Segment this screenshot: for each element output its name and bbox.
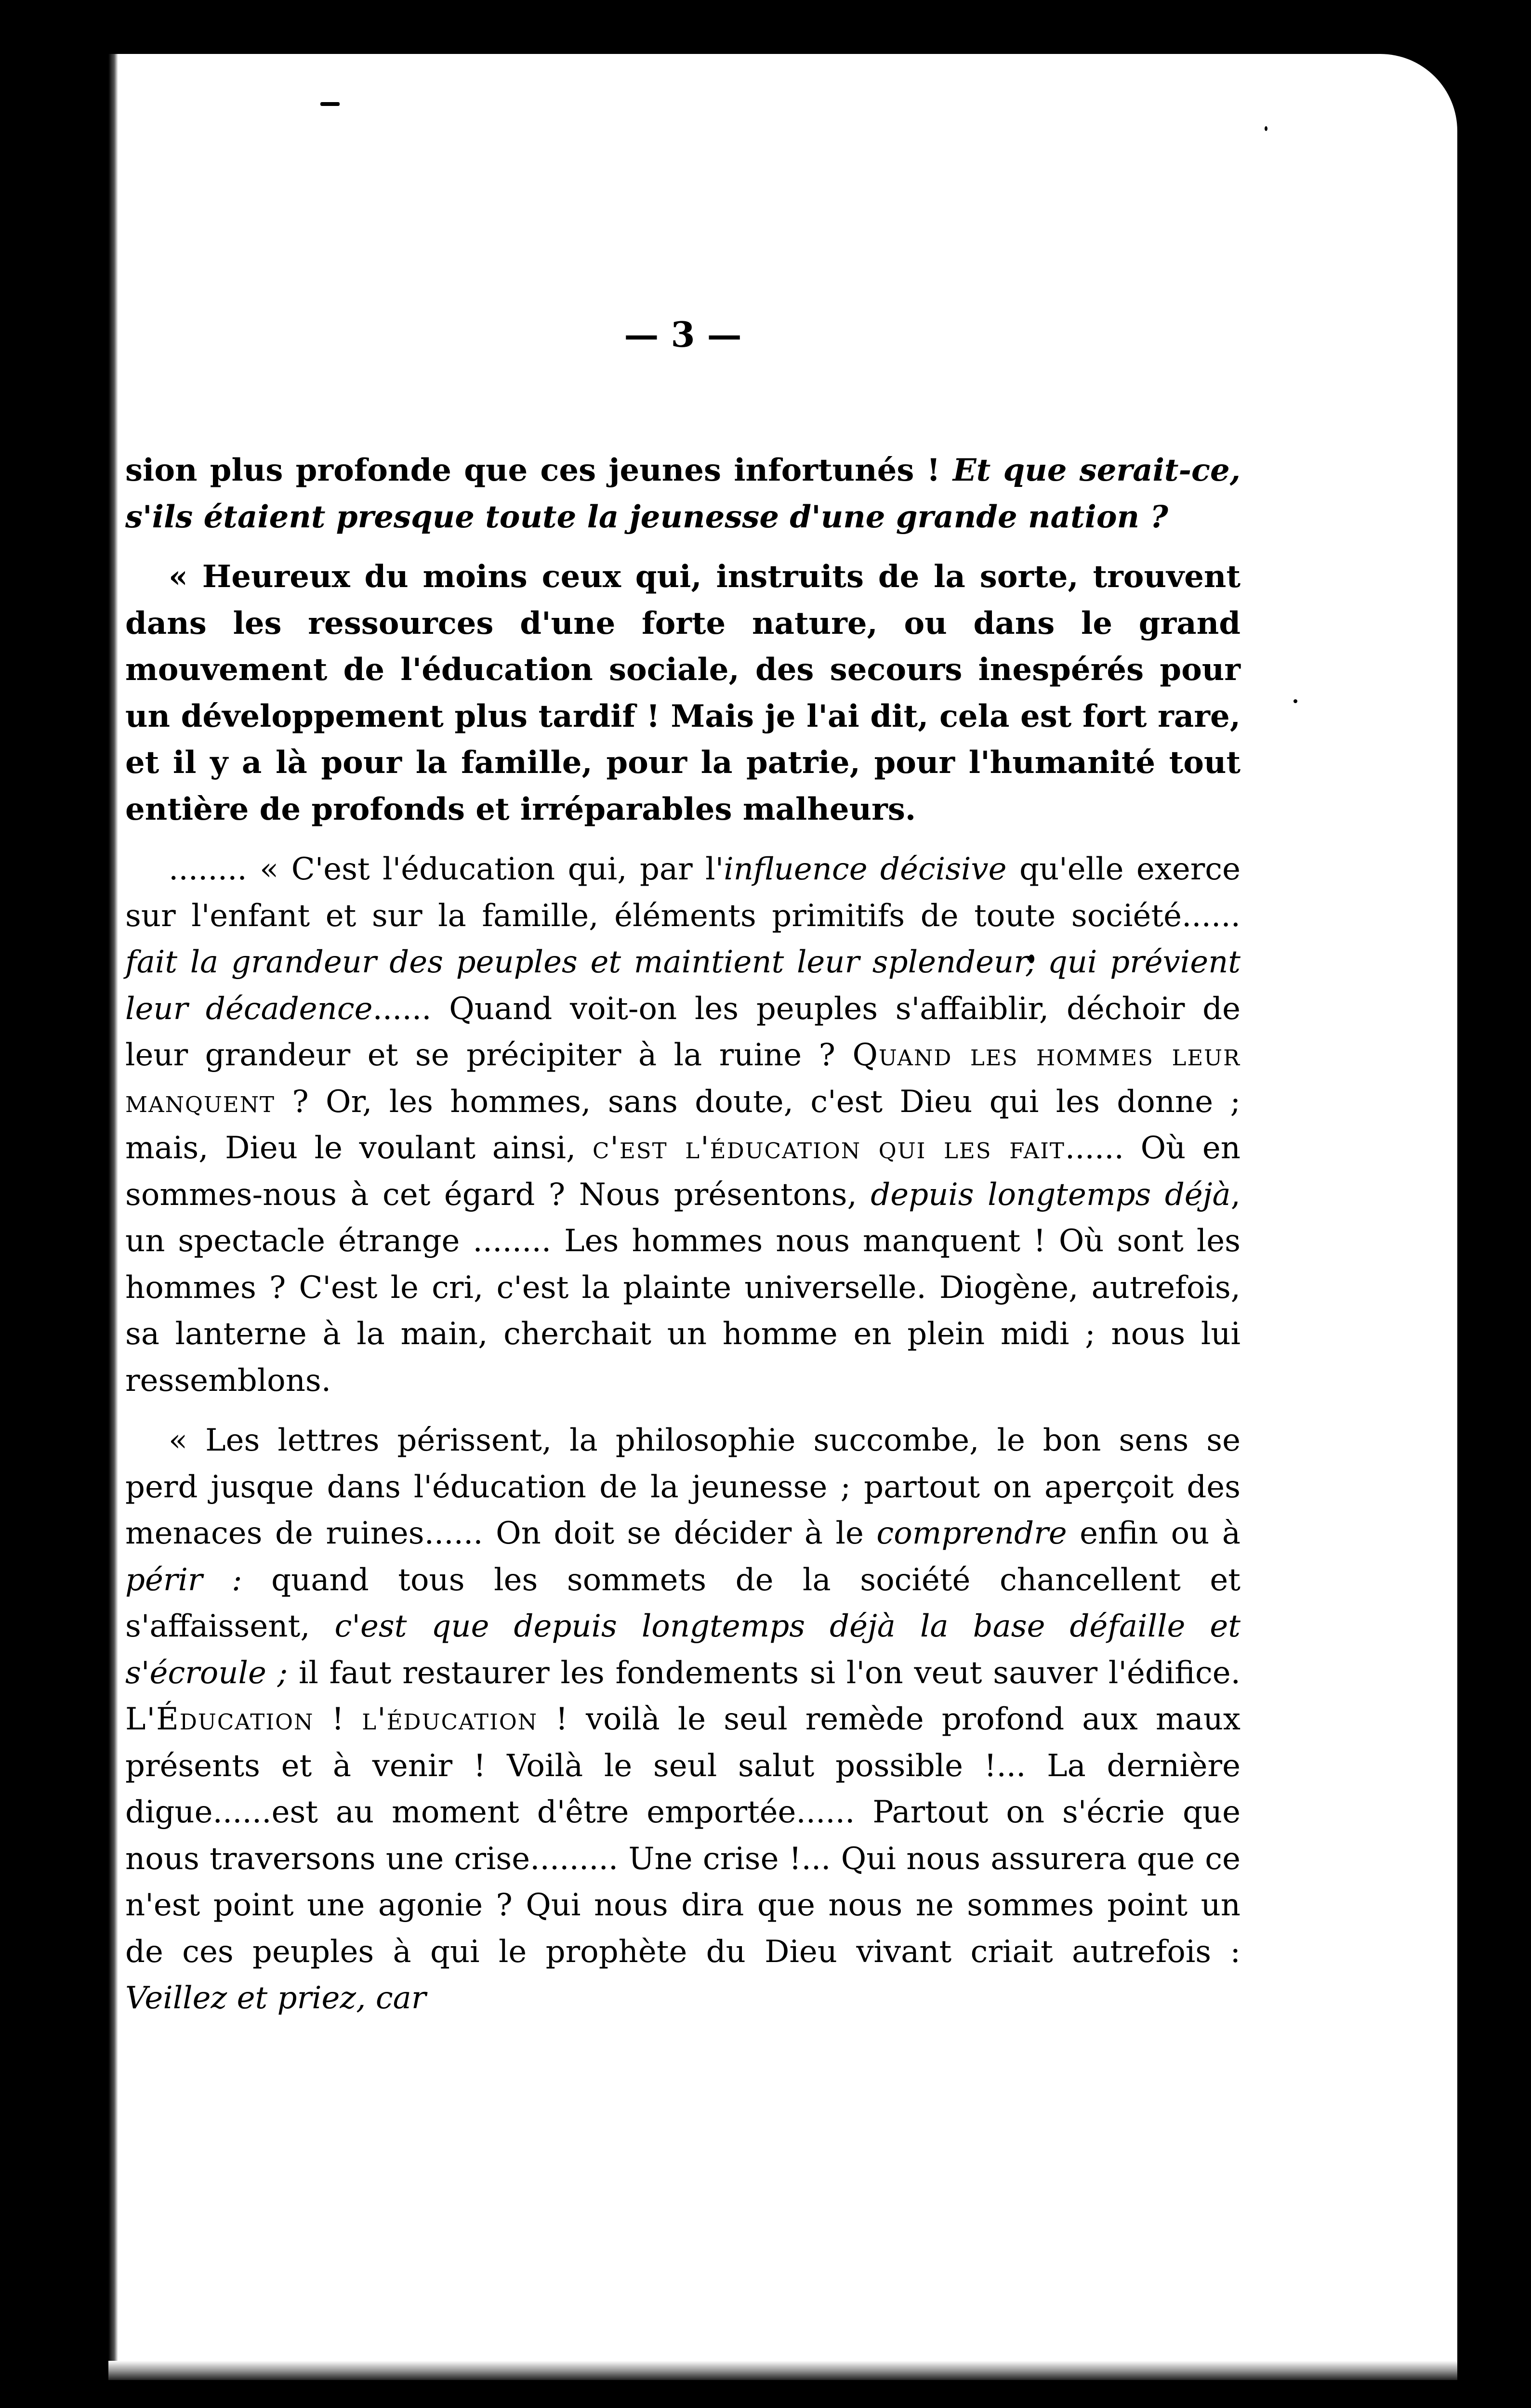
italic-text: Et que serait-ce, s'ils étaient presque toute la jeunesse d'une grande nation ? (125, 452, 1241, 535)
ink-speck (320, 102, 340, 106)
text-run: « Heureux du moins ceux qui, instruits de la sorte, trouvent dans les ressources d'une forte nature, ou dans le grand mouvement de l'éducation sociale, des secours inespérés pour un développement plus tardif ! Mais je l'ai dit, cela est fort rare, et il y a là pour la famille, pour la patrie, pour l'humanité tout entière de profonds et irréparables malheurs. (125, 559, 1241, 827)
paragraph-gap (125, 1404, 1241, 1417)
paragraph-gap (125, 833, 1241, 846)
italic-text: c'est que depuis longtemps déjà la base défaille et s'écroule ; (125, 1609, 1241, 1691)
text-run: , un spectacle étrange ........ Les hommes nous manquent ! Où sont les hommes ? C'est le cri, c'est la plainte universelle. Diogène, autrefois, sa lanterne à la main, cherchait un homme en plein midi ; nous lui ressemblons. (125, 1177, 1241, 1399)
text-run: il faut restaurer les fondements si l'on veut sauver l'édifice. (288, 1655, 1241, 1691)
italic-text: fait la grandeur des peuples et maintient leur splendeur, qui prévient leur décadence (125, 944, 1241, 1027)
text-run: sion plus profonde que ces jeunes infortunés ! (125, 452, 953, 488)
paragraph-p2 (125, 554, 1241, 833)
small-caps-text: c'est l'éducation qui les fait (592, 1130, 1065, 1166)
text-run: enfin ou à (1067, 1516, 1241, 1551)
small-caps-text: l'éducation (362, 1701, 538, 1737)
text-run: « Les lettres périssent, la philosophie succombe, le bon sens se perd jusque dans l'éducation de la jeunesse ; partout on aperçoit des menaces de ruines...... On doit se décider à le (125, 1423, 1241, 1551)
paragraph-p3 (125, 846, 1241, 1404)
binding-shadow (108, 54, 118, 2380)
text-run: ? Or, les hommes, sans doute, c'est Dieu qui les donne ; mais, Dieu le voulant ainsi, (125, 1084, 1241, 1166)
bottom-edge-shadow (108, 2361, 1457, 2380)
paragraph-gap (125, 540, 1241, 554)
text-run: ...... Où en sommes-nous à cet égard ? Nous présentons, (125, 1130, 1241, 1213)
ink-speck (1265, 126, 1267, 131)
paragraph-p1 (125, 447, 1241, 540)
italic-text: Veillez et priez, car (125, 1980, 426, 2016)
paper-sheet (108, 54, 1457, 2380)
page-number: — 3 — (624, 314, 742, 355)
italic-text: depuis longtemps déjà (871, 1177, 1231, 1213)
small-caps-text: Quand les hommes leur manquent (125, 1037, 1241, 1120)
text-run: ! (314, 1701, 362, 1737)
small-caps-text: L'Éducation (125, 1701, 314, 1737)
text-run: ...... Quand voit-on les peuples s'affaiblir, déchoir de leur grandeur et se précipiter à la ruine ? (125, 991, 1241, 1073)
text-run: ........ « C'est l'éducation qui, par l' (169, 851, 724, 887)
italic-text: périr : (125, 1562, 242, 1598)
paragraph-p4 (125, 1417, 1241, 2022)
text-run: qu'elle exerce sur l'enfant et sur la famille, éléments primitifs de toute société...... (125, 851, 1241, 934)
text-run: ! voilà le seul remède profond aux maux présents et à venir ! Voilà le seul salut possible !... La dernière digue......est au moment d'être emportée...... Partout on s'écrie que nous traversons une crise......... Une crise !... Qui nous assurera que ce n'est point une agonie ? Qui nous dira que nous ne sommes point un de ces peuples à qui le prophète du Dieu vivant criait autrefois : (125, 1701, 1241, 1970)
text-run: quand tous les sommets de la société chancellent et s'affaissent, (125, 1562, 1241, 1644)
italic-text: influence décisive (724, 851, 1007, 887)
ink-speck (1293, 699, 1297, 703)
italic-text: comprendre (876, 1516, 1067, 1551)
body-text (125, 447, 1241, 2133)
